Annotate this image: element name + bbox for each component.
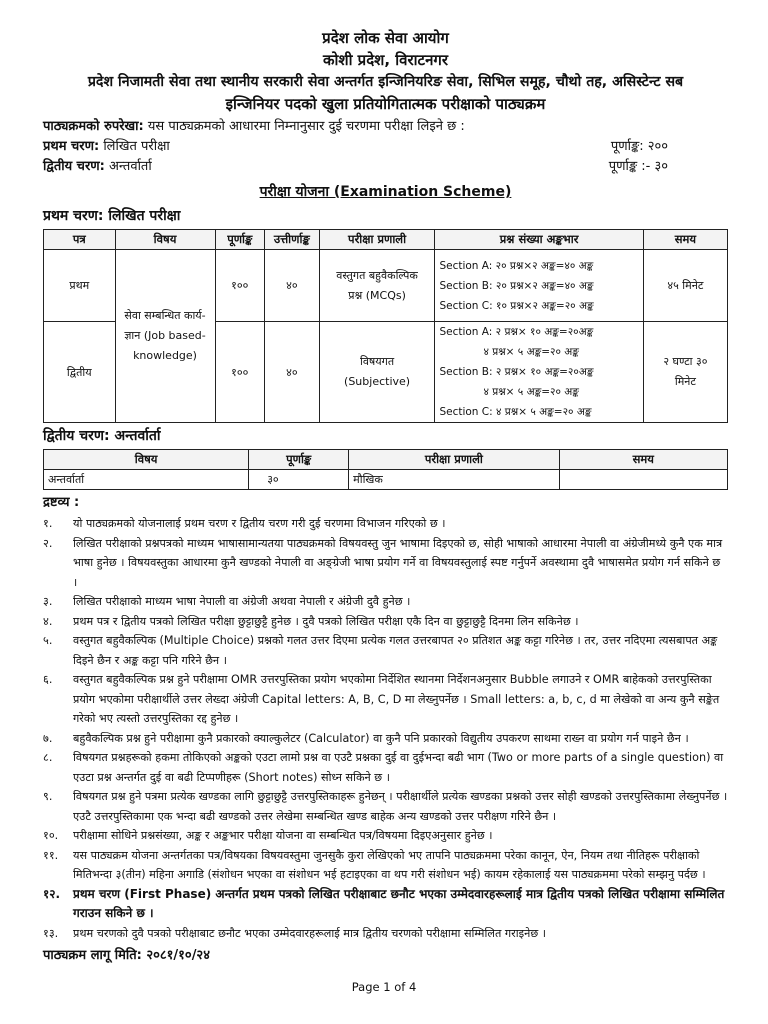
phase2-header-row (44, 450, 728, 470)
header-subject: विषय (115, 230, 215, 250)
commission-name: प्रदेश लोक सेवा आयोग (322, 29, 449, 47)
paper2-section-b: Section B: २ प्रश्न× १० अङ्क=२०अङ्क (439, 366, 594, 378)
paper2-section-b-part2: ४ प्रश्न× ५ अङ्क=२० अङ्क (483, 386, 579, 398)
interview-time (559, 470, 727, 490)
page-number: Page 1 of 4 (351, 980, 417, 994)
note-text: यो पाठ्यक्रमको योजनालाई प्रथम चरण र द्वितीय चरण गरी दुई चरणमा विभाजन गरिएको छ । (73, 517, 446, 530)
note-number: २. (43, 536, 53, 550)
interview-system: मौखिक (349, 470, 559, 490)
scheme-title-wrap (43, 181, 728, 203)
header-paper: पत्र (44, 230, 116, 250)
note-text: लिखित परीक्षाको प्रश्नपत्रको माध्यम भाषासामान्यतया पाठ्यक्रमको विषयवस्तु जुन भाषामा दिइएको छ, सोही भाषाको आधारमा नेपाली वा अंग्रेजीमध्ये कुनै एक मात्र भाषा हुनेछ । विषयवस्तुका आधारमा कुनै खण्डको नेपाली वा अङ्ग्रेजी भाषा प्रयोग गर्ने वा विषयवस्तुलाई स्पष्ट गर्नुपर्ने अवस्थामा दुवै भाषासमेत प्रयोग गर्न सकिने छ । (73, 536, 723, 589)
note-item (43, 826, 728, 846)
notes-list (43, 514, 728, 943)
service-title: प्रदेश निजामती सेवा तथा स्थानीय सरकारी सेवा अन्तर्गत इन्जिनियरिङ सेवा, सिभिल समूह, चौथो तह, असिस्टेन्ट सब (87, 74, 684, 90)
note-number: १०. (43, 829, 59, 842)
phase2-text: अन्तर्वार्ता (104, 159, 152, 174)
outline-text: यस पाठ्यक्रमको आधारमा निम्नानुसार दुई चरणमा परीक्षा लिइने छ : (143, 119, 465, 134)
note-item (43, 534, 728, 593)
phase2-marks: पूर्णाङ्क :- ३० (608, 159, 668, 174)
note-number: ८. (43, 751, 53, 764)
note-number: ३. (43, 595, 53, 608)
note-item (43, 846, 728, 885)
phase2-header-time: समय (559, 450, 727, 470)
phase1-text: लिखित परीक्षा (99, 139, 170, 154)
note-item (43, 670, 728, 729)
phase1-marks: पूर्णाङ्क: २०० (610, 139, 668, 154)
note-text: वस्तुगत बहुवैकल्पिक (Multiple Choice) प्रश्नको गलत उत्तर दिएमा प्रत्येक गलत उत्तरबापत २० प्रतिशत अङ्क कट्टा गरिनेछ । तर, उत्तर नदिएमा त्यसबापत अङ्क दिइने छैन र अङ्क कट्टा पनि गरिने छैन । (73, 634, 718, 667)
paper2-sections (435, 322, 643, 423)
note-text: प्रथम पत्र र द्वितीय पत्रको लिखित परीक्षा छुट्टाछुट्टै हुनेछ । दुवै पत्रको लिखित परीक्षा एकै दिन वा छुट्टाछुट्टै दिनमा लिन सकिनेछ । (73, 614, 579, 628)
note-item (43, 787, 728, 826)
note-text: विषयगत प्रश्नहरूको हकमा तोकिएको अङ्कको एउटा लामो प्रश्न वा एउटै प्रश्नका दुई वा दुईभन्दा बढी भाग (Two or more parts of a single question) वा एउटा प्रश्न अन्तर्गत दुई वा बढी टिप्पणीहरू (Short notes) सोध्न सकिने छ । (73, 751, 724, 784)
note-item (43, 592, 728, 612)
header-exam-system: परीक्षा प्रणाली (319, 230, 435, 250)
phase2-row (44, 470, 728, 490)
note-item (43, 748, 728, 787)
paper1-name: प्रथम (44, 250, 116, 322)
phase2-row (43, 157, 728, 177)
note-number: ५. (43, 634, 53, 647)
phase1-title: प्रथम चरण: लिखित परीक्षा (43, 208, 181, 224)
paper2-section-a: Section A: २ प्रश्न× १० अङ्क=२०अङ्क (439, 326, 594, 338)
paper1-system: वस्तुगत बहुवैकल्पिक प्रश्न (MCQs) (319, 250, 435, 322)
phase1-table (43, 229, 728, 423)
note-text: लिखित परीक्षाको माध्यम भाषा नेपाली वा अंग्रेजी अथवा नेपाली र अंग्रेजी दुवै हुनेछ । (73, 595, 411, 608)
phase2-title: द्वितीय चरण: अन्तर्वार्ता (43, 428, 161, 444)
note-item (43, 612, 728, 632)
note-number: ९. (43, 790, 53, 803)
paper2-time: २ घण्टा ३० मिनेट (643, 322, 727, 423)
paper2-name: द्वितीय (44, 322, 116, 423)
effective-date: पाठ्यक्रम लागू मिति: २०८१/१०/२४ (43, 948, 210, 963)
notes-title: द्रष्टव्य : (43, 495, 80, 510)
phase2-header-full: पूर्णाङ्क (249, 450, 349, 470)
paper1-section-b: Section B: २० प्रश्न×२ अङ्क=४० अङ्क (439, 279, 594, 292)
header-time: समय (643, 230, 727, 250)
paper1-time: ४५ मिनेट (643, 250, 727, 322)
note-text: वस्तुगत बहुवैकल्पिक प्रश्न हुने परीक्षामा OMR उत्तरपुस्तिका प्रयोग भएकोमा निर्देशित स्थानमा निर्देशनअनुसार Bubble लगाउने र OMR बाहेकको उत्तरपुस्तिका प्रयोग भएकोमा परीक्षार्थीले उत्तर लेख्दा अंग्रेजी Capital letters: A, B, C, D मा लेख्नुपर्नेछ । Small letters: a, b, c, d मा लेखेको वा अन्य कुनै सङ्केत गरेको भए त्यस्तो उत्तरपुस्तिका रद्द हुनेछ । (73, 673, 720, 725)
phase2-table (43, 449, 728, 490)
paper2-pass: ४० (264, 322, 319, 423)
paper2-section-c: Section C: ४ प्रश्न× ५ अङ्क=२० अङ्क (439, 406, 592, 418)
paper2-full: १०० (215, 322, 264, 423)
phase2-label: द्वितीय चरण: (43, 159, 105, 174)
note-text: प्रथम चरणको दुवै पत्रको परीक्षाबाट छनौट भएका उम्मेदवारहरूलाई मात्र द्वितीय चरणको परीक्षामा सम्मिलित गराइनेछ । (73, 926, 546, 940)
note-item (43, 631, 728, 670)
note-number: १३. (43, 926, 59, 940)
interview-full: ३० (249, 470, 349, 490)
phase1-row (43, 137, 728, 157)
note-number: १. (43, 517, 53, 530)
paper2-section-a-part2: ४ प्रश्न× ५ अङ्क=२० अङ्क (483, 346, 579, 358)
header-full-marks: पूर्णाङ्क (215, 230, 264, 250)
paper1-section-c: Section C: १० प्रश्न×२ अङ्क=२० अङ्क (439, 299, 594, 312)
paper1-section-a: Section A: २० प्रश्न×२ अङ्क=४० अङ्क (439, 259, 594, 272)
phase2-header-subject: विषय (44, 450, 249, 470)
note-number: ११. (43, 848, 59, 862)
paper1-sections (435, 250, 643, 322)
paper1-row (44, 250, 728, 322)
note-text: यस पाठ्यक्रम योजना अन्तर्गतका पत्र/विषयका विषयवस्तुमा जुनसुकै कुरा लेखिएको भए तापनि पाठ्यक्रममा परेका कानून, ऐन, नियम तथा नीतिहरू परीक्षाको मितिभन्दा ३(तीन) महिना अगाडि (संशोधन भएका वा संशोधन भई हटाइएका वा थप गरी संशोधन भई) कायम रहेकालाई यस पाठ्यक्रममा परेको सम्झनु पर्दछ । (73, 848, 706, 881)
paper1-full: १०० (215, 250, 264, 322)
note-number: ७. (43, 731, 53, 745)
note-item (43, 514, 728, 534)
paper2-system: विषयगत (Subjective) (319, 322, 435, 423)
note-item-highlight (43, 885, 728, 924)
paper1-pass: ४० (264, 250, 319, 322)
province-name: कोशी प्रदेश, विराटनगर (322, 51, 449, 69)
note-number: ६. (43, 673, 53, 686)
phase2-header-system: परीक्षा प्रणाली (349, 450, 559, 470)
phase1-header-row (44, 230, 728, 250)
phase1-label: प्रथम चरण: (43, 139, 100, 154)
outline-row (43, 117, 728, 137)
interview-subject: अन्तर्वार्ता (44, 470, 249, 490)
header-pass-marks: उत्तीर्णाङ्क (264, 230, 319, 250)
note-number: १२. (43, 886, 61, 901)
subject-cell: सेवा सम्बन्धित कार्य-ज्ञान (Job based-knowledge) (115, 250, 215, 423)
syllabus-title: इन्जिनियर पदको खुला प्रतियोगितात्मक परीक्षाको पाठ्यक्रम (225, 95, 546, 113)
note-text: विषयगत प्रश्न हुने पत्रमा प्रत्येक खण्डका लागि छुट्टाछुट्टै उत्तरपुस्तिकाहरू हुनेछन् । परीक्षार्थीले प्रत्येक खण्डका प्रश्नको उत्तर सोही खण्डको उत्तरपुस्तिकामा लेख्नुपर्नेछ । एउटै उत्तरपुस्तिकामा एक भन्दा बढी खण्डको उत्तर लेखेमा सम्बन्धित खण्ड बाहेक अन्य खण्डको उत्तर परीक्षण गरिने छैन । (73, 790, 728, 823)
note-item (43, 924, 728, 944)
note-number: ४. (43, 614, 53, 628)
note-text: परीक्षामा सोधिने प्रश्नसंख्या, अङ्क र अङ्कभार परीक्षा योजना वा सम्बन्धित पत्र/विषयमा दिइएअनुसार हुनेछ । (73, 829, 493, 842)
note-text: बहुवैकल्पिक प्रश्न हुने परीक्षामा कुनै प्रकारको क्याल्कुलेटर (Calculator) वा कुनै पनि प्रकारको विद्युतीय उपकरण साथमा राख्न वा प्रयोग गर्न पाइने छैन । (73, 731, 689, 745)
note-text: प्रथम चरण (First Phase) अन्तर्गत प्रथम पत्रको लिखित परीक्षाबाट छनौट भएका उम्मेदवारहरूलाई मात्र द्वितीय पत्रको लिखित परीक्षामा सम्मिलित गराउन सकिने छ । (73, 886, 725, 920)
header-question-weight: प्रश्न संख्या अङ्कभार (435, 230, 643, 250)
scheme-title: परीक्षा योजना (Examination Scheme) (259, 184, 512, 200)
outline-label: पाठ्यक्रमको रुपरेखा: (43, 119, 144, 134)
note-item (43, 729, 728, 749)
